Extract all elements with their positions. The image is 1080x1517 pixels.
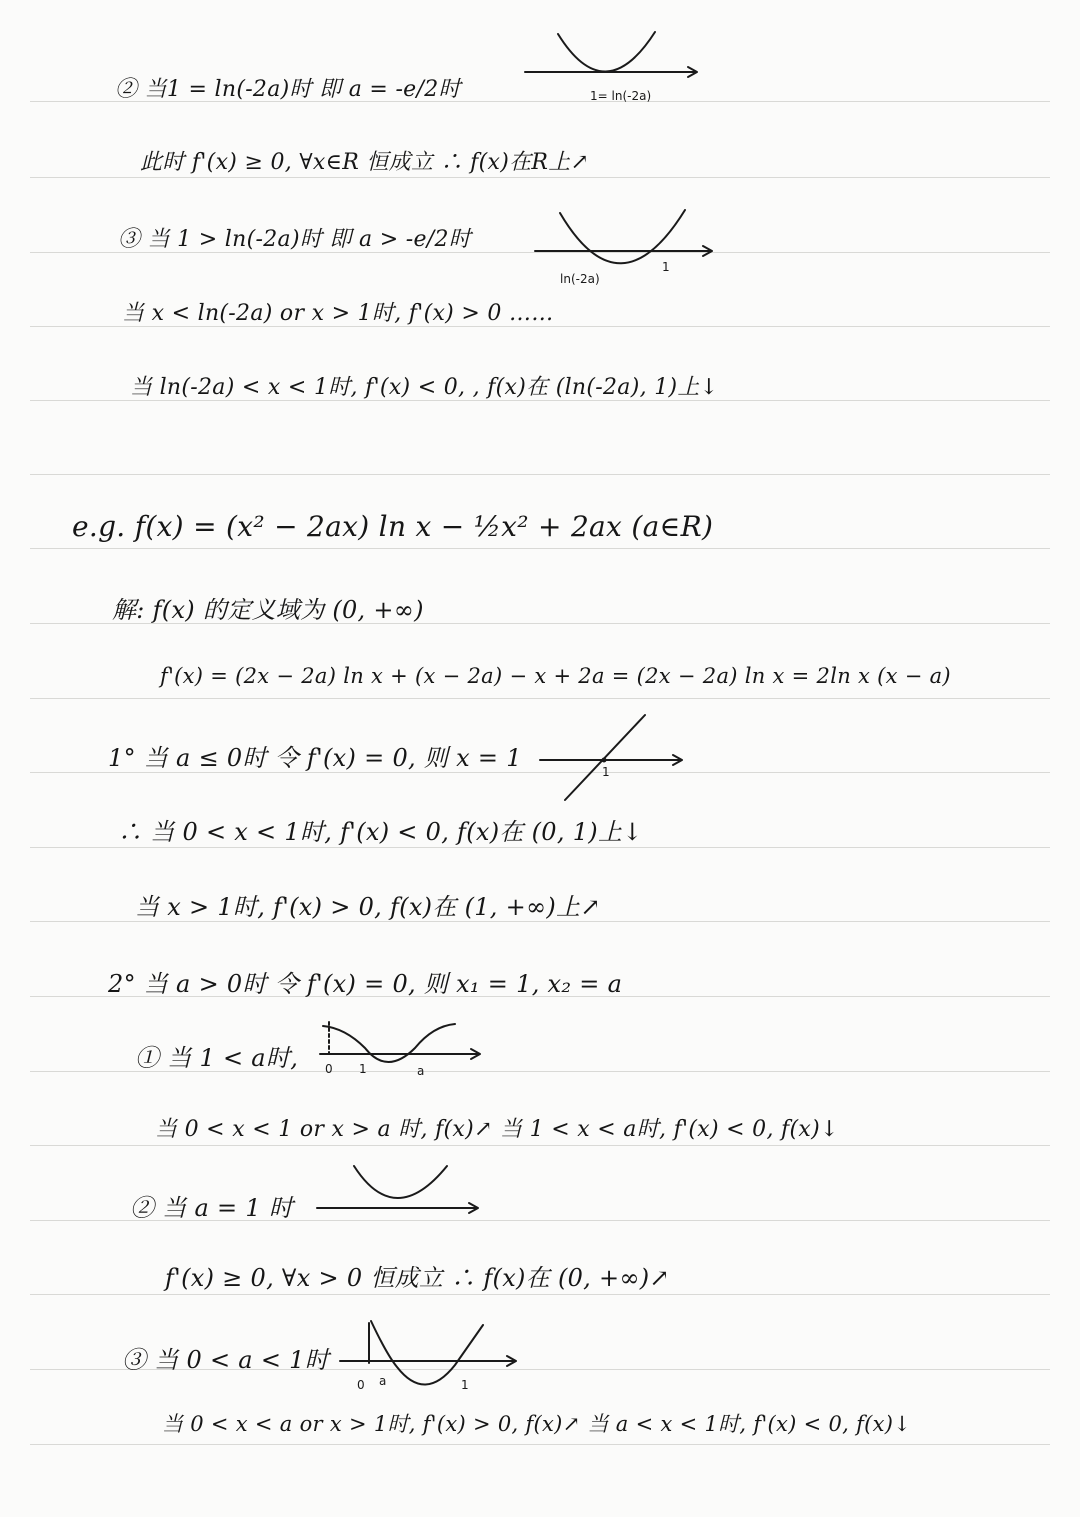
case-1deg-decreasing: ∴ 当 0 < x < 1时, f'(x) < 0, f(x)在 (0, 1)上↓ [118, 818, 643, 846]
ruled-line [30, 548, 1050, 549]
sketch-case3-label-0: 0 [357, 1378, 365, 1392]
ruled-line [30, 1444, 1050, 1445]
sketch-label-one: 1 [662, 260, 670, 274]
sub-case-2: ② 当 a = 1 时 [130, 1194, 294, 1222]
sketch-case1-label-0: 0 [325, 1062, 333, 1076]
derivative-formula: f'(x) = (2x − 2a) ln x + (x − 2a) − x + 2a = (2x − 2a) ln x = 2ln x (x − a) [160, 664, 951, 688]
ruled-line [30, 1145, 1050, 1146]
sketch-case-2 [312, 1160, 484, 1220]
sketch-label-touch: 1= ln(-2a) [590, 89, 652, 103]
sub-case-3-monotonic: 当 0 < x < a or x > 1时, f'(x) > 0, f(x)↗ 当 a < x < 1时, f'(x) < 0, f(x)↓ [162, 1412, 912, 1436]
sketch-label-ln: ln(-2a) [560, 272, 600, 286]
sketch-label-root: 1 [602, 765, 610, 779]
sketch-case3-label-1: 1 [461, 1378, 469, 1392]
sketch-parabola-two-roots [530, 205, 720, 290]
sketch-case-3 [335, 1315, 520, 1395]
sub-case-3: ③ 当 0 < a < 1时 [122, 1346, 330, 1374]
case-1deg-increasing: 当 x > 1时, f'(x) > 0, f(x)在 (1, +∞)上↗ [135, 893, 601, 921]
case-2deg-condition: 2° 当 a > 0时 令 f'(x) = 0, 则 x₁ = 1, x₂ = a [108, 970, 623, 998]
example-function: e.g. f(x) = (x² − 2ax) ln x − ½x² + 2ax (a∈R) [72, 510, 714, 543]
ruled-line [30, 474, 1050, 475]
case-3-decreasing: 当 ln(-2a) < x < 1时, f'(x) < 0, , f(x)在 (ln(-2a), 1)上↓ [130, 375, 719, 400]
ruled-line [30, 698, 1050, 699]
sub-case-2-conclusion: f'(x) ≥ 0, ∀x > 0 恒成立 ∴ f(x)在 (0, +∞)↗ [165, 1264, 670, 1292]
case-2-condition: ② 当1 = ln(-2a)时 即 a = -e/2时 [115, 77, 461, 102]
case-2-conclusion: 此时 f'(x) ≥ 0, ∀x∈R 恒成立 ∴ f(x)在R上↗ [140, 150, 590, 175]
domain-statement: 解: f(x) 的定义域为 (0, +∞) [112, 596, 424, 624]
sub-case-1: ① 当 1 < a时, [135, 1044, 299, 1072]
sketch-parabola-tangent [520, 28, 705, 108]
case-1deg-condition: 1° 当 a ≤ 0时 令 f'(x) = 0, 则 x = 1 [108, 744, 522, 772]
sketch-case3-label-a: a [379, 1374, 387, 1388]
sub-case-1-monotonic: 当 0 < x < 1 or x > a 时, f(x)↗ 当 1 < x < a时, f'(x) < 0, f(x)↓ [155, 1117, 839, 1142]
sketch-case1-label-a: a [417, 1064, 425, 1078]
ruled-line [30, 177, 1050, 178]
sketch-line-root [535, 712, 685, 804]
sketch-case1-label-1: 1 [359, 1062, 367, 1076]
case-3-condition: ③ 当 1 > ln(-2a)时 即 a > -e/2时 [118, 227, 472, 252]
case-3-increasing: 当 x < ln(-2a) or x > 1时, f'(x) > 0 …… [122, 301, 554, 326]
ruled-line [30, 847, 1050, 848]
sketch-case-1 [315, 1018, 485, 1080]
ruled-line [30, 1294, 1050, 1295]
